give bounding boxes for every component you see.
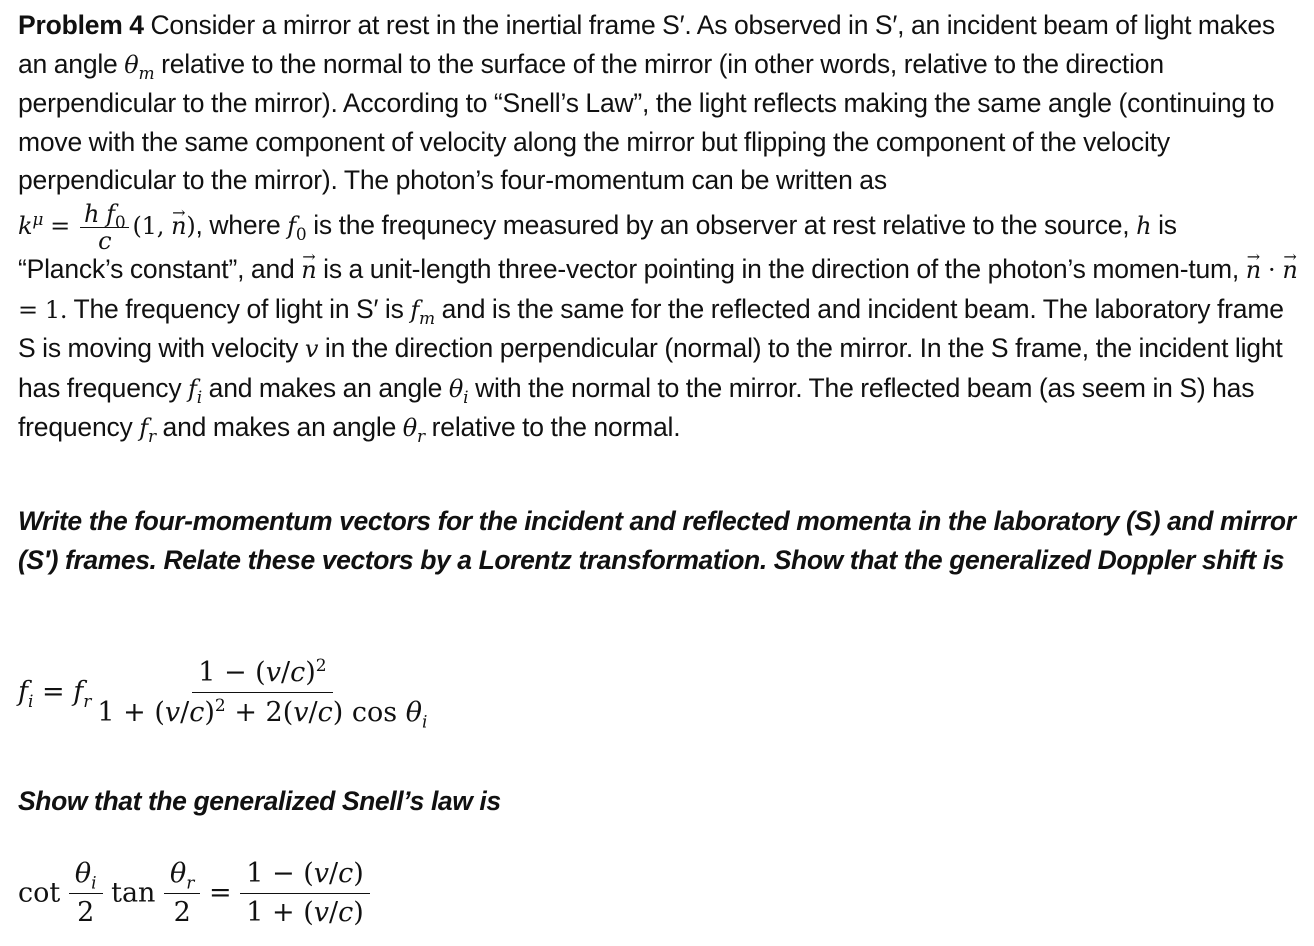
problem-statement-continued bbox=[18, 250, 1303, 448]
problem-statement bbox=[18, 6, 1303, 200]
problem-title: Problem 4 bbox=[18, 10, 144, 40]
where-text-2: is the frequnecy measured by an observer at rest relative to the source, bbox=[313, 209, 1130, 240]
doppler-fraction: $\frac{1 - (v/c)^2}{1 + (v/c)^2 + 2(v/c) \cos \theta_i}$ bbox=[97, 656, 428, 733]
symbol-f-i: $f_i$ bbox=[188, 374, 202, 408]
freq-text-1: The frequency of light in S′ is bbox=[73, 293, 404, 324]
symbol-n-vector: → n bbox=[301, 251, 316, 290]
symbol-f-r: $f_r$ bbox=[139, 414, 156, 448]
doppler-equation: $f_i = f_r$ $\frac{1 - (v/c)^2}{1 + (v/c)^2 + 2(v/c) \cos \theta_i}$ bbox=[18, 656, 433, 730]
where-text-4: is a unit-length three-vector pointing in the direction of the photon’s momen-tum, bbox=[323, 253, 1240, 284]
symbol-theta-m: $\theta_m$ bbox=[124, 50, 155, 84]
freq-text-2: and is the same for the reflected and incident beam. The laboratory frame S is moving with velocity bbox=[18, 293, 1284, 364]
freq-text-6: and makes an angle bbox=[162, 412, 397, 443]
question-doppler: Write the four-momentum vectors for the incident and reflected momenta in the laboratory (S) and mirror (S′) frames. Relate these vectors by a Lorentz transformation. Show that the generalized Doppler shift is bbox=[18, 506, 1296, 575]
question-snell: Show that the generalized Snell’s law is bbox=[18, 786, 501, 816]
h-f0-over-c-fraction: $\frac{h f_0}{c}$ bbox=[80, 201, 130, 255]
symbol-f0: $f_0$ bbox=[287, 211, 307, 245]
is-text: is bbox=[1158, 209, 1177, 240]
symbol-theta-r: $\theta_r$ bbox=[402, 414, 425, 448]
intro-text-1: Consider a mirror at rest in the inertial frame S′. As observed in S′, an incident beam of light makes an angle bbox=[18, 10, 1275, 79]
intro-text-2: relative to the normal to the surface of the mirror (in other words, relative to the direction perpendicular to the mirror). According to “Snell’s Law”, the light reflects making the same angle (continuing to move with the same component of velocity along the mirror but flipping the component of the velocity perpendicular to the mirror). The photon’s four-momentum can be written as bbox=[18, 48, 1275, 196]
velocity-ratio-fraction: $\frac{1 - (v/c)}{1 + (v/c)}$ bbox=[240, 858, 370, 930]
where-text-3: “Planck’s constant”, and bbox=[18, 253, 295, 284]
theta-r-half-fraction: $\frac{\theta_r}{2}$ bbox=[164, 858, 200, 930]
freq-text-4: and makes an angle bbox=[208, 372, 443, 403]
n-dot-n-equation: → n · → n = 1. bbox=[18, 256, 1298, 324]
freq-text-5: with the normal to the mirror. The reflected beam (as seem in S) has frequency bbox=[18, 372, 1255, 443]
where-text-1: where bbox=[209, 209, 281, 240]
problem-page bbox=[18, 6, 1303, 929]
k-comma: , bbox=[195, 209, 203, 240]
snell-equation: cot $\frac{\theta_i}{2}$ tan $\frac{\theta_r}{2}$ = $\frac{1 - (v/c)}{1 + (v/c)}$ bbox=[18, 858, 370, 930]
four-momentum-line bbox=[18, 199, 1303, 255]
symbol-v: v bbox=[304, 335, 319, 364]
symbol-h: h bbox=[1136, 211, 1152, 240]
symbol-theta-i: $\theta_i$ bbox=[448, 374, 469, 408]
freq-text-7: relative to the normal. bbox=[431, 412, 681, 443]
symbol-f-m: $f_m$ bbox=[410, 295, 435, 329]
k-mu-equation: $k^\mu$ = $\frac{h f_0}{c}$ (1, → n) bbox=[18, 212, 196, 240]
theta-i-half-fraction: $\frac{\theta_i}{2}$ bbox=[69, 858, 103, 930]
freq-text-3: in the direction perpendicular (normal) to the mirror. In the S frame, the incident light has frequency bbox=[18, 333, 1283, 403]
